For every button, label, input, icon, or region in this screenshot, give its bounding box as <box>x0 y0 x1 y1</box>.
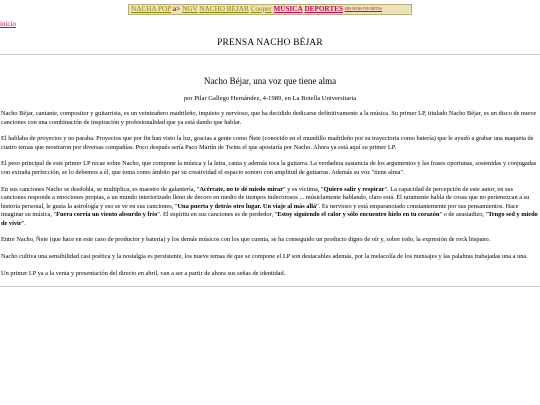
quote-viento-absurdo: Fuera corría un viento absurdo y frío <box>56 211 158 219</box>
paragraph-5: Entre Nacho, Ñete (que hace en este caso de productor y batería) y los demás músicos con los que cuenta, se ha conseguido un producto digno de oír y, sobre todo, la expresión de rock hispano. <box>1 236 491 244</box>
nav-link-ngv[interactable]: NGV <box>182 5 198 14</box>
paragraph-4-text: " y es víctima, " <box>283 185 324 193</box>
quote-acercate: Acércate, no te dé miedo mirar <box>199 185 284 193</box>
divider-top <box>0 54 540 55</box>
divider-bottom <box>0 286 540 287</box>
paragraph-2: El hablaba de proyectos y no paraba. Proyectos que por fin han visto la luz, gracias a gente como Ñete (conocido en el mundillo madrileño por su trayectoria como batería) que le ayudó a grabar una maqueta de cuatro temas que mostraron por diversas compañías. Poco después sería Paco Martín de Twins el que apostaría por Nacho. Ahora ya está aquí su primer LP. <box>1 135 534 151</box>
quote-tengo-sed: Tengo sed y miedo de vivir <box>1 211 538 227</box>
paragraph-1: Nacho Béjar, cantante, compositor y guitarrista, es un veinteañero madrileño, inquieto y nervioso, que ha decidido dedicarse definitivamente a la música. Su primer LP, titulado Nacho Béjar, es un disco de nueve canciones con una combinación de inspiración y profesionalidad que ya está dando que hablar. <box>1 110 537 126</box>
nav-link-musica[interactable]: MÚSICA <box>273 5 303 14</box>
nav-link-nacho-bejar[interactable]: NACHO BÉJAR <box>199 5 249 14</box>
quote-salir-respirar: Quiero salir y respirar <box>323 185 385 193</box>
article-byline: por Pilar Gallego Hernández, 4-1989, en La Botella Universitaria <box>183 95 357 102</box>
inicio-link[interactable]: inicio <box>0 20 16 28</box>
page-title: PRENSA NACHO BÉJAR <box>217 38 323 48</box>
article-body <box>1 110 538 286</box>
paragraph-6: Nacho cultiva una sensibilidad casi poética y la nostalgia es persistente, los nueve temas de que se compone el LP son destacables además, por la melacolía de los mensajes y las palabras trabajadas una a una. <box>1 252 528 260</box>
nav-arrow: a> <box>172 5 181 14</box>
paragraph-7: Un primer LP ya a la venta y presentación del directo en abril, van a ser a partir de ahora sus señas de identidad. <box>1 269 286 277</box>
paragraph-4-text: ". <box>21 219 26 227</box>
nav-link-mis-webs-favoritas[interactable]: MIS WEBS FAVORITAS <box>344 7 383 11</box>
nav-link-cooper[interactable]: Cooper <box>250 5 272 14</box>
top-navigation-bar <box>128 4 412 15</box>
paragraph-4 <box>1 186 538 229</box>
quote-siguiendo-calor: Estoy siguiendo el calor y sólo encuentro hielo en tu corazón <box>277 211 440 219</box>
paragraph-4-text: ". El espíritu en sus canciones es de perdedor, " <box>157 211 278 219</box>
paragraph-4-text: " o de asustadizo, " <box>439 211 489 219</box>
nav-link-nacha-pop[interactable]: NACHA POP <box>131 5 171 14</box>
article-title: Nacho Béjar, una voz que tiene alma <box>203 76 337 86</box>
quote-una-puerta: Una puerta y detrás otro lugar. Un viaje al más allá <box>177 202 317 210</box>
nav-link-deportes[interactable]: DEPORTES <box>304 5 343 14</box>
paragraph-4-text: ". Es nervioso y está emparanoiado constantemente por sus pensamientos. Hace imaginar su música, " <box>1 202 519 219</box>
paragraph-4-text: En sus canciones Nacho se desdobla, se multiplica, es maestro de galantería, " <box>1 185 200 193</box>
paragraph-3: El peso principal de este primer LP recae sobre Nacho, que compone la música y la letra, canta y además toca la guitarra. La verdadera sustancia de los argumentos y las frases oportunas, sostenidas y conjugadas con extraña perfección, se lo debemos a él, que toma como ámbito par su creatividad el espacio sonoro con amplitud de guitarras. Además su voz "tiene alma". <box>1 160 537 176</box>
paragraph-4-text: ". La capacidad de percepción de este autor, en sus canciones responde a emociones propias, a un mundo interiorizado lleno de decoro en medio de tiempos indecorosos ... músiclamente hablando, claro está. Él raramente habla de cosas que no pertenezcan a su historia personal, le gusta la astrología y eso se ve en sus canciones, " <box>1 185 530 210</box>
